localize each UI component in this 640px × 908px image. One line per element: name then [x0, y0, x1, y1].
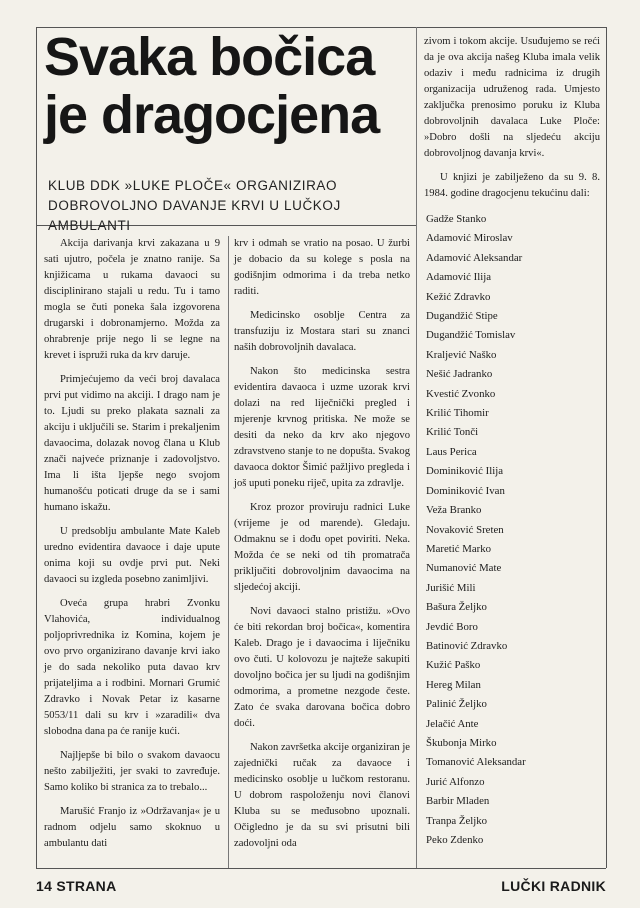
donor-name: Laus Perica	[426, 445, 477, 458]
donor-name: Krilić Tihomir	[426, 407, 489, 420]
donor-name: Novaković Sreten	[426, 523, 504, 536]
page-number: 14 STRANA	[36, 878, 117, 894]
donor-name: Tranpa Željko	[426, 814, 488, 827]
donor-name: Adamović Miroslav	[426, 232, 513, 245]
column-divider-2	[416, 27, 417, 868]
paragraph: Oveća grupa hrabri Zvonku Vlahovića, individualnog poljoprivrednika iz Komina, kojem je ovo prvo organizirano davanje krvi iako je do sada nekoliko puta davao krv prijateljima a i rodbini. Mornari Grumić Zdravko i Novak Petar iz kasarne 5053/11 dali su krv i »zaradili« dva slobodna dana pa će ranije kući.	[44, 598, 220, 737]
donor-name: Palinić Željko	[426, 698, 487, 711]
paragraph: Nakon završetka akcije organiziran je zajednički ručak za davaoce i medicinsko osoblje u lučkom restoranu. U dobrom raspoloženju novi članovi Kluba su se međusobno upoznali. Očigledno je da su svi prisutni bili zadovoljni oda	[234, 742, 410, 849]
frame-right-rule	[606, 27, 607, 868]
donor-name: Kvestić Zvonko	[426, 387, 496, 400]
donor-name: Batinović Zdravko	[426, 639, 508, 652]
paragraph: Novi davaoci stalno pristižu. »Ovo će biti rekordan broj bočica«, komentira Kaleb. Drago je i davaocima i liječniku ovo čuti. U kolovozu je najteže sakupiti dovoljno bočica jer su ljudi na godišnjim odmorima, a prometne nezgode česte. Zato će svaka darovana bočica dobro doći.	[234, 606, 410, 729]
donor-name: Hereg Milan	[426, 678, 481, 691]
paragraph: Akcija darivanja krvi zakazana u 9 sati ujutro, počela je znatno ranije. Sa knjižicama u rukama davaoci su disciplinirano stajali u redu. Tu i tamo mogla se čuti poneka šala izgovorena drugarski i dobronamjerno. Možda za ohrabrenje prije nego li se legne na krevet i ispruži ruka da krv daruje.	[44, 238, 220, 361]
donor-name: Kužić Paško	[426, 659, 481, 672]
paragraph: U predsoblju ambulante Mate Kaleb uredno evidentira davaoce i daje upute onima koji su ovdje prvi put. Neki davaoci su izgleda posebno zanimljivi.	[44, 526, 220, 585]
donor-name: Tomanović Aleksandar	[426, 756, 526, 769]
paragraph: Najljepše bi bilo o svakom davaocu nešto zabilježiti, jer svaki to zavređuje. Samo koliko bi stranica za to trebalo...	[44, 750, 220, 793]
paragraph: krv i odmah se vratio na posao. U žurbi je dobacio da su kolege s posla na godišnjim odmorima i da treba netko raditi.	[234, 238, 410, 297]
donor-name: Nešić Jadranko	[426, 368, 493, 381]
article-subheadline: KLUB DDK »LUKE PLOČE« ORGANIZIRAO DOBROVOLJNO DAVANJE KRVI U LUČKOJ AMBULANTI	[48, 178, 341, 233]
donor-name: Dugandžić Tomislav	[426, 329, 516, 342]
frame-left-rule	[36, 27, 37, 868]
paragraph: Marušić Franjo iz »Održavanja« je u radnom odjelu samo skoknuo u ambulantu dati	[44, 806, 220, 849]
donor-name: Adamović Ilija	[426, 271, 492, 284]
publication-name: LUČKI RADNIK	[501, 878, 606, 894]
donor-name: Dominiković Ivan	[426, 484, 505, 497]
donor-name: Jelačić Ante	[426, 717, 479, 730]
donor-name: Krilić Tonči	[426, 426, 479, 439]
donor-name: Dugandžić Stipe	[426, 310, 498, 323]
donor-name: Jurić Alfonzo	[426, 775, 485, 788]
column-divider-1	[228, 236, 229, 868]
article-column-2	[234, 236, 410, 860]
donor-name: Bašura Željko	[426, 601, 487, 614]
paragraph: U knjizi je zabilježeno da su 9. 8. 1984. godine dragocjenu tekućinu dali:	[424, 172, 600, 199]
paragraph: Kroz prozor proviruju radnici Luke (vrijeme je od marende). Gledaju. Odmaknu se i dođu opet poviriti. Neka. Možda će se neki od tih promatrača priključiti dobrovoljnim davaocima na sljedećoj akciji.	[234, 502, 410, 593]
donor-name: Maretić Marko	[426, 542, 492, 555]
paragraph: Medicinsko osoblje Centra za transfuziju iz Mostara stari su znanci naših dobrovoljnih davalaca.	[234, 310, 410, 353]
donor-name: Jevdić Boro	[426, 620, 478, 633]
donor-name: Škubonja Mirko	[426, 736, 497, 749]
donor-name: Adamović Aleksandar	[426, 251, 523, 264]
donor-name: Peko Zdenko	[426, 834, 484, 846]
article-column-3	[424, 34, 600, 850]
paragraph: Primjećujemo da veći broj davalaca prvi put vidimo na akciji. I drago nam je to. Ljudi su preko plakata saznali za akciju i uključili se. Starim i prekaljenim davaocima, dolazak novog člana u Klub znači najveće priznanje i zadovoljstvo. Ima li išta ljepše nego svojom humanošću poticati druge da se i sami humano iskažu.	[44, 374, 220, 513]
donor-name: Gadže Stanko	[426, 213, 487, 225]
donor-name: Barbir Mladen	[426, 795, 490, 808]
frame-bottom-rule	[36, 868, 606, 869]
donor-name: Jurišić Mili	[426, 581, 476, 594]
donor-name: Kraljević Naško	[426, 348, 497, 361]
donor-name: Dominiković Ilija	[426, 465, 504, 478]
donor-name: Veža Branko	[426, 504, 482, 517]
donor-name: Numanović Mate	[426, 562, 502, 575]
donor-name: Kežić Zdravko	[426, 290, 491, 303]
article-column-1	[44, 236, 220, 860]
paragraph: zivom i tokom akcije. Usuđujemo se reći da je ova akcija našeg Kluba imala velik odaziv i među radnicima iz drugih organizacija udruženog rada. Umjesto zaključka prenosimo poruku iz Kluba dobrovoljnih davalaca Luke Ploče: »Dobro došli na sljedeću akciju dobrovoljnog davanja krvi«.	[424, 36, 600, 159]
donor-list	[424, 210, 600, 850]
article-headline: Svaka bočica je dragocjena	[44, 27, 380, 145]
paragraph: Nakon što medicinska sestra evidentira davaoca i uzme uzorak krvi dolazi na red liječnički pregled i mjerenje krvnog pritiska. Ne može se desiti da neko da krv ako njegovo zdravstveno stanje to ne dopušta. Svakog davaoca doktor Šimić pažljivo pregleda i još uputi poneku riječ, upita za zdravlje.	[234, 366, 410, 489]
